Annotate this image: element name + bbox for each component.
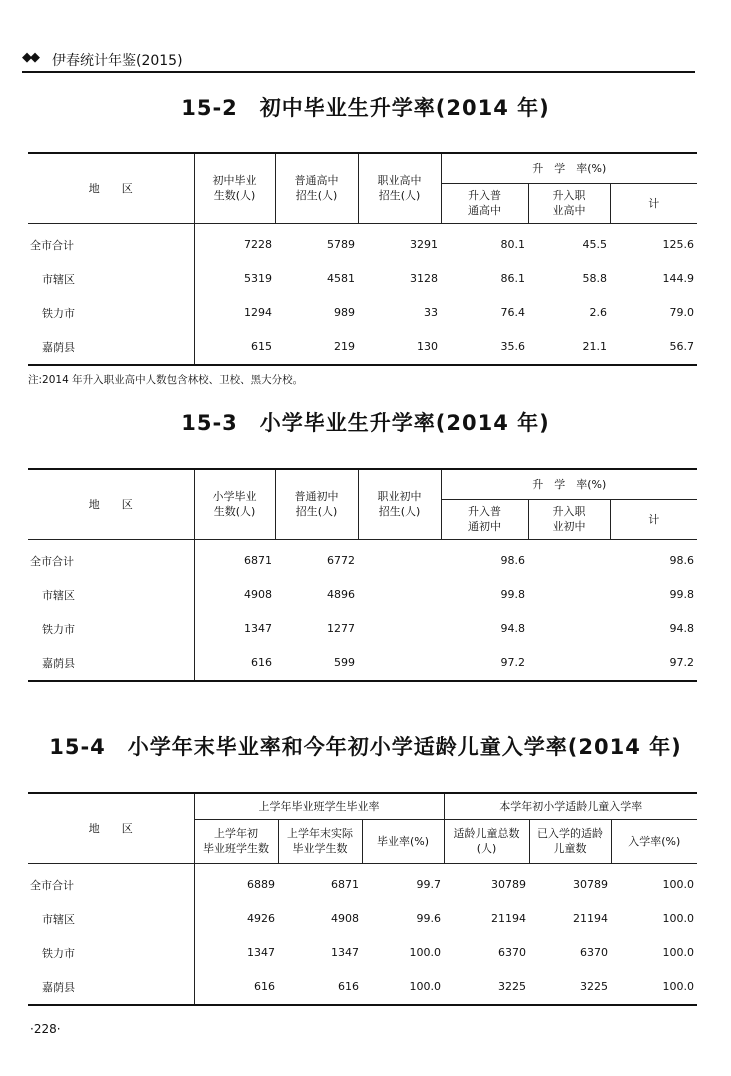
cell: 6772 xyxy=(327,554,355,567)
header-general-high-enroll: 普通高中 招生(人) xyxy=(275,153,358,223)
cell: 56.7 xyxy=(610,330,697,365)
diamond-icon: ◆◆ xyxy=(22,50,38,65)
header-rate-vocational: 升入职 业初中 xyxy=(528,499,610,539)
cell: 1347 xyxy=(247,946,275,959)
table-title-15-4 xyxy=(0,731,731,761)
cell: 4926 xyxy=(247,912,275,925)
table-title-15-3 xyxy=(0,407,731,437)
cell: 219 xyxy=(275,330,358,365)
cell: 5789 xyxy=(327,238,355,251)
row-label: 市辖区 xyxy=(28,262,194,296)
cell: 100.0 xyxy=(662,878,695,891)
cell xyxy=(358,578,441,612)
header-region: 地 区 xyxy=(28,153,194,223)
row-label: 全市合计 xyxy=(28,223,194,262)
cell: 4908 xyxy=(244,588,272,601)
header-rate-total: 计 xyxy=(610,183,697,223)
table-row xyxy=(28,863,697,902)
table-row xyxy=(28,646,697,681)
cell: 30789 xyxy=(573,878,609,891)
cell: 79.0 xyxy=(669,306,695,319)
cell: 599 xyxy=(275,646,358,681)
cell: 5319 xyxy=(244,272,272,285)
table-number: 15-2 xyxy=(181,96,238,120)
table-title-15-2 xyxy=(0,92,731,122)
cell: 99.8 xyxy=(669,588,695,601)
cell: 33 xyxy=(424,306,438,319)
cell: 6889 xyxy=(247,878,275,891)
cell xyxy=(528,539,610,578)
table-row xyxy=(28,223,697,262)
cell xyxy=(358,539,441,578)
cell: 76.4 xyxy=(500,306,525,319)
cell: 130 xyxy=(358,330,441,365)
table-note: 注:2014 年升入职业高中人数包含林校、卫校、黑大分校。 xyxy=(28,374,304,386)
header-start-of-year-students: 上学年初 毕业班学生数 xyxy=(194,819,278,863)
table-row xyxy=(28,902,697,936)
cell: 86.1 xyxy=(500,272,525,285)
header-enrolled-children: 已入学的适龄 儿童数 xyxy=(529,819,611,863)
table-title-text: 小学毕业生升学率(2014 年) xyxy=(259,411,550,435)
cell: 100.0 xyxy=(662,912,695,925)
cell: 7228 xyxy=(244,238,272,251)
table-title-text: 初中毕业生升学率(2014 年) xyxy=(259,96,550,120)
row-label: 嘉荫县 xyxy=(28,330,194,365)
cell: 4908 xyxy=(331,912,359,925)
cell: 4896 xyxy=(327,588,355,601)
yearbook-title: 伊春统计年鉴(2015) xyxy=(52,53,183,69)
header-graduates: 初中毕业 生数(人) xyxy=(194,153,275,223)
cell: 3128 xyxy=(410,272,438,285)
cell xyxy=(358,612,441,646)
cell: 100.0 xyxy=(362,970,444,1005)
header-rate-total: 计 xyxy=(610,499,697,539)
cell: 21194 xyxy=(573,912,609,925)
header-promotion-rate: 升 学 率(%) xyxy=(441,153,697,183)
header-region: 地 区 xyxy=(28,793,194,863)
cell: 35.6 xyxy=(441,330,528,365)
cell: 100.0 xyxy=(662,946,695,959)
cell: 616 xyxy=(194,646,275,681)
cell xyxy=(528,612,610,646)
cell: 989 xyxy=(334,306,355,319)
header-graduation-rate: 毕业率(%) xyxy=(362,819,444,863)
row-label: 铁力市 xyxy=(28,936,194,970)
cell: 99.7 xyxy=(416,878,442,891)
row-label: 嘉荫县 xyxy=(28,646,194,681)
table-row xyxy=(28,970,697,1005)
cell: 615 xyxy=(194,330,275,365)
header-promotion-rate: 升 学 率(%) xyxy=(441,469,697,499)
cell: 616 xyxy=(278,970,362,1005)
cell xyxy=(528,646,610,681)
cell: 6370 xyxy=(498,946,527,959)
row-label: 市辖区 xyxy=(28,902,194,936)
cell: 100.0 xyxy=(611,970,697,1005)
table-title-text: 小学年末毕业率和今年初小学适龄儿童入学率(2014 年) xyxy=(127,735,682,759)
cell: 3225 xyxy=(444,970,529,1005)
cell: 98.6 xyxy=(500,554,525,567)
header-rate-general: 升入普 通初中 xyxy=(441,499,528,539)
header-school-age-children: 适龄儿童总数 (人) xyxy=(444,819,529,863)
table-15-2 xyxy=(28,152,697,366)
cell: 94.8 xyxy=(500,622,525,635)
cell: 1347 xyxy=(244,622,272,635)
table-number: 15-3 xyxy=(181,411,238,435)
cell: 144.9 xyxy=(662,272,695,285)
row-label: 全市合计 xyxy=(28,863,194,902)
cell: 125.6 xyxy=(662,238,695,251)
header-enrollment-rate: 入学率(%) xyxy=(611,819,697,863)
cell xyxy=(528,578,610,612)
header-region: 地 区 xyxy=(28,469,194,539)
cell: 3291 xyxy=(410,238,438,251)
cell: 2.6 xyxy=(589,306,607,319)
cell: 98.6 xyxy=(669,554,695,567)
cell: 21194 xyxy=(491,912,527,925)
row-label: 嘉荫县 xyxy=(28,970,194,1005)
row-label: 市辖区 xyxy=(28,578,194,612)
header-rule xyxy=(22,71,695,73)
table-row xyxy=(28,262,697,296)
header-vocational-high-enroll: 职业高中 招生(人) xyxy=(358,153,441,223)
cell: 45.5 xyxy=(582,238,607,251)
table-number: 15-4 xyxy=(49,735,106,759)
table-row xyxy=(28,936,697,970)
running-header xyxy=(22,50,695,72)
row-label: 铁力市 xyxy=(28,612,194,646)
table-row xyxy=(28,578,697,612)
header-rate-general: 升入普 通高中 xyxy=(441,183,528,223)
row-label: 铁力市 xyxy=(28,296,194,330)
table-15-3 xyxy=(28,468,697,682)
cell: 6871 xyxy=(244,554,272,567)
header-actual-graduates: 上学年末实际 毕业学生数 xyxy=(278,819,362,863)
cell: 4581 xyxy=(327,272,355,285)
cell: 616 xyxy=(194,970,278,1005)
page-number: ·228· xyxy=(30,1022,61,1036)
cell: 99.8 xyxy=(500,588,525,601)
cell: 100.0 xyxy=(409,946,442,959)
cell: 99.6 xyxy=(416,912,442,925)
header-graduates: 小学毕业 生数(人) xyxy=(194,469,275,539)
cell: 97.2 xyxy=(610,646,697,681)
header-enrollment-rate-group: 本学年初小学适龄儿童入学率 xyxy=(444,793,697,819)
cell: 30789 xyxy=(491,878,527,891)
cell: 1277 xyxy=(327,622,355,635)
table-row xyxy=(28,612,697,646)
header-graduation-rate-group: 上学年毕业班学生毕业率 xyxy=(194,793,444,819)
table-row xyxy=(28,296,697,330)
cell: 1294 xyxy=(244,306,272,319)
cell xyxy=(358,646,441,681)
cell: 3225 xyxy=(529,970,611,1005)
cell: 1347 xyxy=(331,946,359,959)
table-row xyxy=(28,539,697,578)
header-general-junior-enroll: 普通初中 招生(人) xyxy=(275,469,358,539)
table-15-4 xyxy=(28,792,697,1006)
row-label: 全市合计 xyxy=(28,539,194,578)
cell: 6370 xyxy=(580,946,609,959)
cell: 58.8 xyxy=(582,272,607,285)
header-vocational-junior-enroll: 职业初中 招生(人) xyxy=(358,469,441,539)
cell: 97.2 xyxy=(441,646,528,681)
table-row xyxy=(28,330,697,365)
cell: 21.1 xyxy=(528,330,610,365)
cell: 80.1 xyxy=(500,238,525,251)
cell: 94.8 xyxy=(669,622,695,635)
header-rate-vocational: 升入职 业高中 xyxy=(528,183,610,223)
cell: 6871 xyxy=(331,878,359,891)
